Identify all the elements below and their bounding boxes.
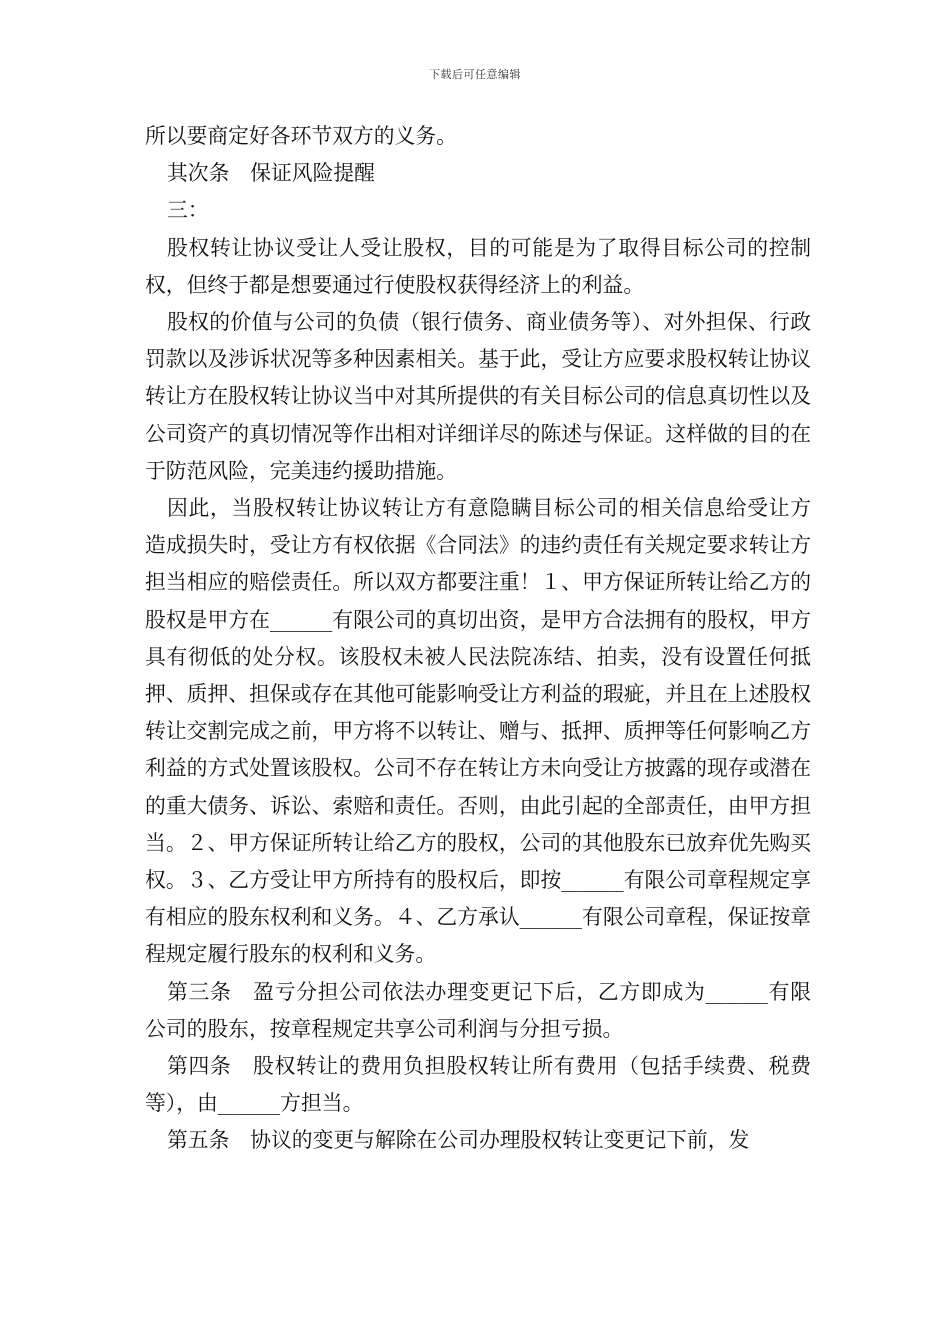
paragraph: 股权转让协议受让人受让股权，目的可能是为了取得目标公司的控制权，但终于都是想要通过行使股权获得经济上的利益。	[145, 235, 811, 297]
page-header: 下载后可任意编辑	[429, 68, 521, 81]
paragraph-clause-heading: 其次条 保证风险提醒	[167, 161, 375, 186]
paragraph-clause-4: 第四条 股权转让的费用负担股权转让所有费用（包括手续费、税费等），由______方担当。	[145, 1054, 811, 1116]
paragraph-clause-3: 第三条 盈亏分担公司依法办理变更记下后，乙方即成为______有限公司的股东，按章程规定共享公司利润与分担亏损。	[145, 979, 811, 1041]
paragraph-clause-5: 第五条 协议的变更与解除在公司办理股权转让变更记下前，发	[167, 1128, 750, 1153]
document-body	[145, 118, 811, 1160]
paragraph-section-number: 三：	[167, 198, 209, 223]
paragraph-continuation: 所以要商定好各环节双方的义务。	[145, 124, 457, 148]
paragraph: 股权的价值与公司的负债（银行债务、商业债务等）、对外担保、行政罚款以及涉诉状况等多种因素相关。基于此，受让方应要求股权转让协议转让方在股权转让协议当中对其所提供的有关目标公司的信息真切性以及公司资产的真切情况等作出相对详细详尽的陈述与保证。这样做的目的在于防范风险，完美违约援助措施。	[145, 310, 811, 483]
paragraph: 因此，当股权转让协议转让方有意隐瞒目标公司的相关信息给受让方造成损失时，受让方有权依据《合同法》的违约责任有关规定要求转让方担当相应的赔偿责任。所以双方都要注重！１、甲方保证所转让给乙方的股权是甲方在______有限公司的真切出资，是甲方合法拥有的股权，甲方具有彻低的处分权。该股权未被人民法院冻结、拍卖，没有设置任何抵押、质押、担保或存在其他可能影响受让方利益的瑕疵，并且在上述股权转让交割完成之前，甲方将不以转让、赠与、抵押、质押等任何影响乙方利益的方式处置该股权。公司不存在转让方未向受让方披露的现存或潜在的重大债务、诉讼、索赔和责任。否则，由此引起的全部责任，由甲方担当。２、甲方保证所转让给乙方的股权，公司的其他股东已放弃优先购买权。３、乙方受让甲方所持有的股权后，即按______有限公司章程规定享有相应的股东权利和义务。４、乙方承认______有限公司章程，保证按章程规定履行股东的权利和义务。	[145, 496, 811, 967]
